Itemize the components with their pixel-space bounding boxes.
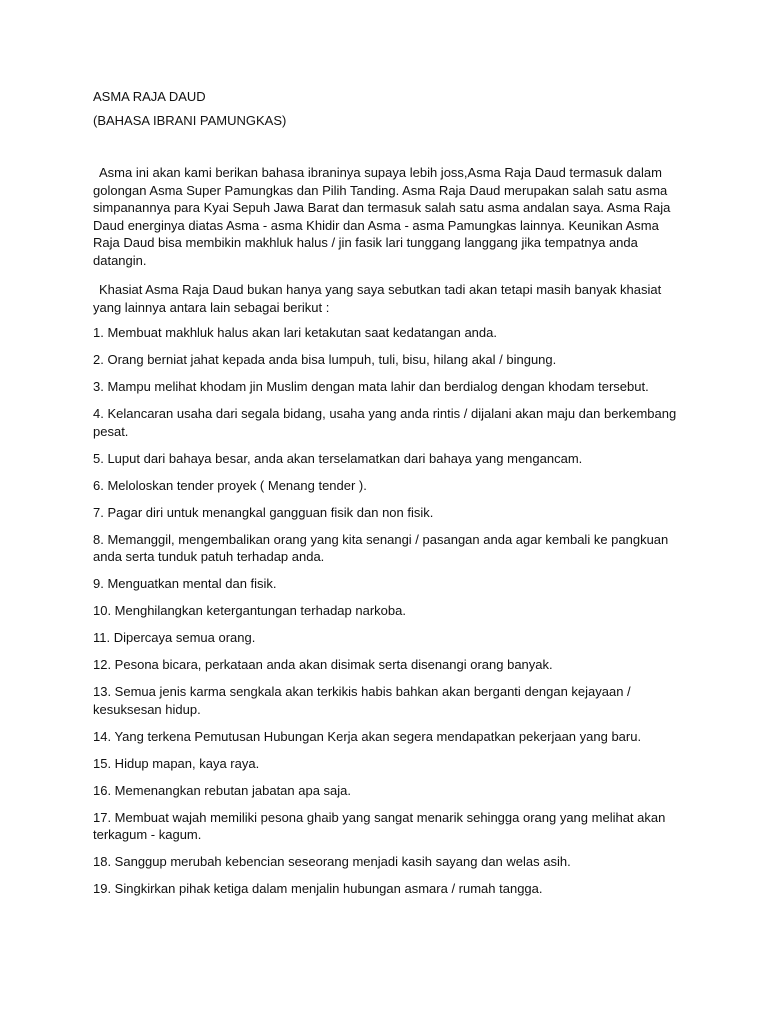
list-item: 4. Kelancaran usaha dari segala bidang, usaha yang anda rintis / dijalani akan maju dan berkembang pesat. xyxy=(93,406,677,439)
khasiat-intro-paragraph: Khasiat Asma Raja Daud bukan hanya yang saya sebutkan tadi akan tetapi masih banyak khasiat yang lainnya antara lain sebagai berikut : xyxy=(93,282,662,315)
list-item: 3. Mampu melihat khodam jin Muslim dengan mata lahir dan berdialog dengan khodam tersebut. xyxy=(93,379,649,394)
list-item: 10. Menghilangkan ketergantungan terhadap narkoba. xyxy=(93,603,406,618)
intro-paragraph: Asma ini akan kami berikan bahasa ibraninya supaya lebih joss,Asma Raja Daud termasuk dalam golongan Asma Super Pamungkas dan Pilih Tanding. Asma Raja Daud merupakan salah satu asma simpanannya para Kyai Sepuh Jawa Barat dan termasuk salah satu asma andalan saya. Asma Raja Daud energinya diatas Asma - asma Khidir dan Asma - asma Pamungkas lainnya. Keunikan Asma Raja Daud bisa membikin makhluk halus / jin fasik lari tunggang langgang jika tempatnya anda datangin. xyxy=(93,165,671,268)
list-item: 1. Membuat makhluk halus akan lari ketakutan saat kedatangan anda. xyxy=(93,325,497,340)
khasiat-list xyxy=(93,324,683,898)
list-item: 5. Luput dari bahaya besar, anda akan terselamatkan dari bahaya yang mengancam. xyxy=(93,450,583,466)
list-item: 13. Semua jenis karma sengkala akan terkikis habis bahkan akan berganti dengan kejayaan / kesuksesan hidup. xyxy=(93,684,631,717)
list-item: 16. Memenangkan rebutan jabatan apa saja. xyxy=(93,782,352,798)
list-item: 7. Pagar diri untuk menangkal gangguan fisik dan non fisik. xyxy=(93,504,434,520)
list-item: 8. Memanggil, mengembalikan orang yang kita senangi / pasangan anda agar kembali ke pangkuan anda serta tunduk patuh terhadap anda. xyxy=(93,531,669,564)
list-item: 11. Dipercaya semua orang. xyxy=(93,630,256,645)
list-item: 2. Orang berniat jahat kepada anda bisa lumpuh, tuli, bisu, hilang akal / bingung. xyxy=(93,352,557,367)
list-item: 15. Hidup mapan, kaya raya. xyxy=(93,755,260,771)
list-item: 12. Pesona bicara, perkataan anda akan disimak serta disenangi orang banyak. xyxy=(93,657,553,672)
list-item: 19. Singkirkan pihak ketiga dalam menjalin hubungan asmara / rumah tangga. xyxy=(93,881,543,896)
list-item: 18. Sanggup merubah kebencian seseorang menjadi kasih sayang dan welas asih. xyxy=(93,854,571,869)
list-item: 9. Menguatkan mental dan fisik. xyxy=(93,576,277,591)
list-item: 14. Yang terkena Pemutusan Hubungan Kerja akan segera mendapatkan pekerjaan yang baru. xyxy=(93,728,642,744)
document-title: ASMA RAJA DAUD xyxy=(93,89,206,104)
document-body xyxy=(93,88,683,907)
list-item: 17. Membuat wajah memiliki pesona ghaib yang sangat menarik sehingga orang yang melihat akan terkagum - kagum. xyxy=(93,809,666,842)
document-subtitle: (BAHASA IBRANI PAMUNGKAS) xyxy=(93,113,287,128)
list-item: 6. Meloloskan tender proyek ( Menang tender ). xyxy=(93,477,367,493)
